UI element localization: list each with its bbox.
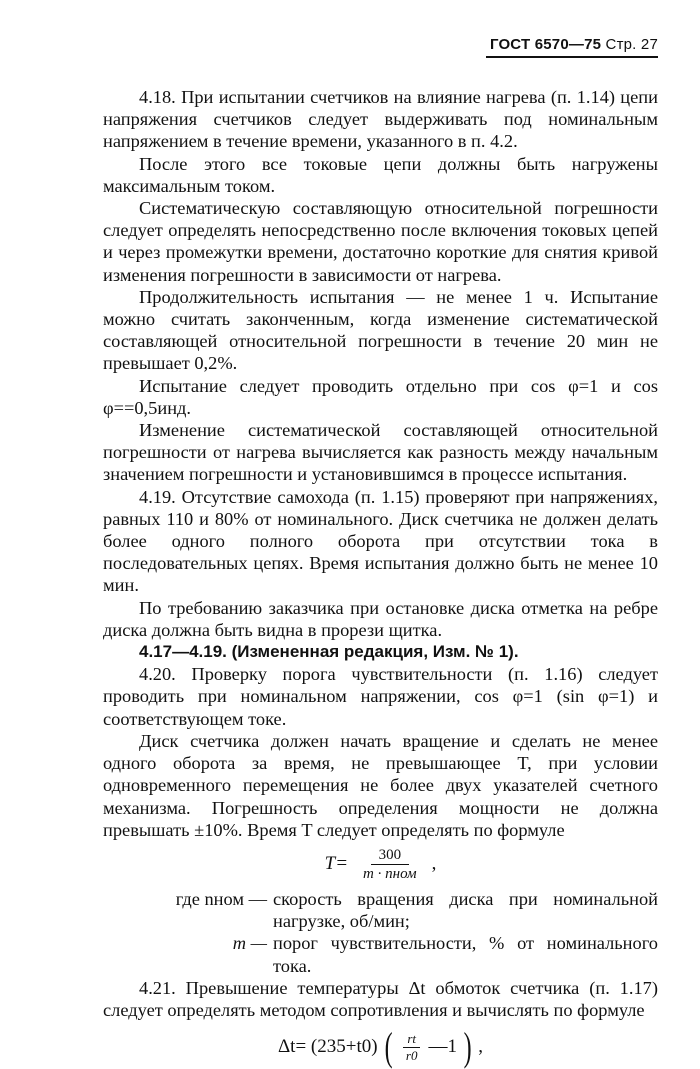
formula2-tail: , xyxy=(478,1036,484,1058)
paragraph-systematic-error: Систематическую составляющую относительной погрешности следует определять непосредственно после включения токовых цепей и через промежутки времени, достаточно короткие для снятия кривой изменения погрешности в зависимости от нагрева. xyxy=(103,198,658,285)
definition-text: порог чувствительности, % от номинального тока. xyxy=(273,933,658,976)
formula2-minus-one: —1 xyxy=(428,1036,457,1058)
page-header xyxy=(486,36,658,58)
definition-term: где nном — xyxy=(175,888,267,909)
paragraph-4-21: 4.21. Превышение температуры Δt обмоток счетчика (п. 1.17) следует определять методом сопротивления и вычислять по формуле xyxy=(103,977,658,1020)
close-paren: ) xyxy=(463,1024,472,1069)
definition-row xyxy=(103,932,658,976)
paragraph-disc-rotation: Диск счетчика должен начать вращение и сделать не менее одного оборота за время, не превышающее T, при условии одновременного перемещения не более двух указателей счетного механизма. Погрешность определения мощности не должна превышать ±10%. Время T следует определять по формуле xyxy=(103,730,658,840)
paragraph-test-duration: Продолжительность испытания — не менее 1 ч. Испытание можно считать законченным, когда изменение систематической составляющей относительной погрешности в течение 20 мин не превышает 0,2%. xyxy=(103,286,658,374)
formula-denominator: m · nном xyxy=(363,865,417,882)
formula-fraction xyxy=(355,847,425,882)
definition-text: скорость вращения диска при номинальной нагрузке, об/мин; xyxy=(273,888,658,932)
formula2-numerator: rt xyxy=(403,1032,420,1048)
page-number: Стр. 27 xyxy=(605,36,658,53)
open-paren: ( xyxy=(384,1024,393,1069)
formula-temperature-rise xyxy=(103,1024,658,1069)
formula-time-t xyxy=(103,847,658,882)
formula2-lhs: Δt= (235+t0) xyxy=(277,1036,378,1058)
paragraph-max-current: После этого все токовые цепи должны быть нагружены максимальным током. xyxy=(103,153,658,196)
document-body xyxy=(103,86,658,1067)
paragraph-4-19: 4.19. Отсутствие самохода (п. 1.15) проверяют при напряжениях, равных 110 и 80% от номинального. Диск счетчика не должен делать более одного полного оборота при отсутствии тока в последовательных цепях. Время испытания должно быть не менее 10 мин. xyxy=(103,486,658,596)
formula-lhs: T= xyxy=(324,853,349,875)
definition-term: m — xyxy=(232,933,267,954)
paragraph-4-20: 4.20. Проверку порога чувствительности (п. 1.16) следует проводить при номинальном напряжении, cos φ=1 (sin φ=1) и соответствующем токе. xyxy=(103,664,658,729)
paragraph-error-change: Изменение систематической составляющей относительной погрешности от нагрева вычисляется как разность между начальным значением погрешности и установившимся в процессе испытания. xyxy=(103,420,658,485)
amendment-note: 4.17—4.19. (Измененная редакция, Изм. № 1). xyxy=(139,642,519,662)
definition-row xyxy=(103,888,658,932)
formula2-fraction xyxy=(402,1032,422,1063)
formula-numerator: 300 xyxy=(371,847,410,865)
formula2-denominator: r0 xyxy=(405,1047,418,1063)
standard-number: ГОСТ 6570—75 xyxy=(489,36,602,53)
formula-tail: , xyxy=(431,853,437,875)
paragraph-disc-mark: По требованию заказчика при остановке диска отметка на ребре диска должна быть видна в прорези щитка. xyxy=(103,597,658,640)
formula-definitions xyxy=(103,888,658,977)
document-page xyxy=(103,36,658,1069)
paragraph-cos-phi: Испытание следует проводить отдельно при cos φ=1 и cos φ==0,5инд. xyxy=(103,375,658,418)
paragraph-4-18: 4.18. При испытании счетчиков на влияние нагрева (п. 1.14) цепи напряжения счетчиков следует выдерживать под номинальным напряжением в течение времени, указанного в п. 4.2. xyxy=(103,87,658,152)
